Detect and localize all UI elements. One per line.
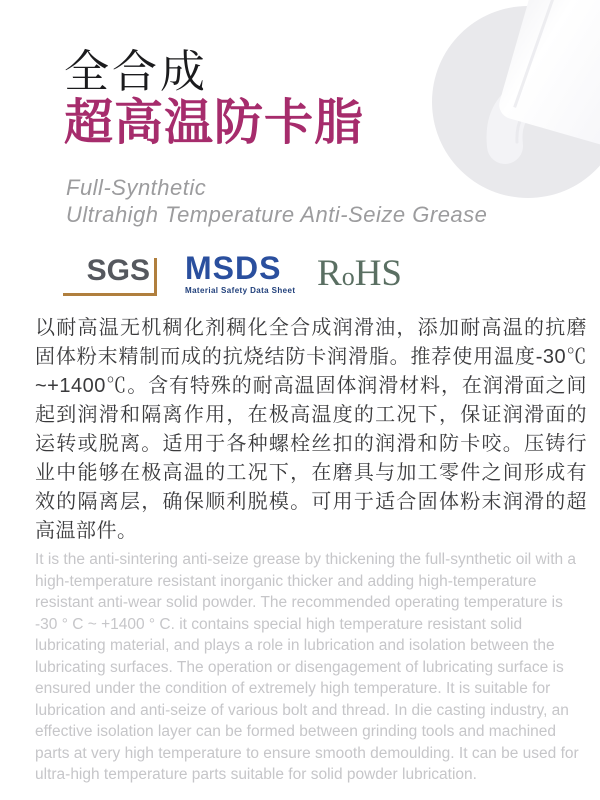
- msds-logo-subtitle: Material Safety Data Sheet: [185, 286, 296, 295]
- rohs-logo-text-hs: HS: [354, 253, 402, 294]
- page-subtitle-en: [66, 174, 487, 228]
- sgs-logo: [63, 254, 157, 296]
- rohs-logo-text-o: o: [341, 262, 355, 291]
- rohs-logo-text-r: R: [317, 253, 342, 294]
- sgs-logo-vertical-line: [154, 258, 157, 296]
- certification-logos: [63, 250, 543, 306]
- msds-logo-text: MSDS: [185, 250, 282, 286]
- subtitle-line-1: Full-Synthetic: [66, 175, 207, 200]
- sgs-logo-text: SGS: [86, 254, 150, 287]
- subtitle-line-2: Ultrahigh Temperature Anti-Seize Grease: [66, 202, 488, 227]
- msds-logo: [185, 252, 295, 295]
- rohs-logo: [317, 252, 402, 296]
- description-paragraph-en: It is the anti-sintering anti-seize grease by thickening the full-synthetic oil with a high-temperature resistant inorganic thicker and adding high-temperature resistant anti-wear solid powder. The recommended operating temperature is -30 ° C ~ +1400 ° C. it contains special high temperature resistant solid lubricating material, and plays a role in lubrication and isolation between the lubricating surfaces. The operation or disengagement of lubricating surface is ensured under the condition of extremely high temperature. It is suitable for lubrication and anti-seize of various bolt and thread. In die casting industry, an effective isolation layer can be formed between grinding tools and machined parts at very high temperature to ensure smooth demoulding. It can be used for ultra-high temperature parts suitable for solid powder lubrication.: [35, 551, 579, 783]
- sgs-logo-underline: [63, 293, 157, 296]
- page-title-cn-accent: 超高温防卡脂: [64, 96, 365, 150]
- description-paragraph-cn: 以耐高温无机稠化剂稠化全合成润滑油，添加耐高温的抗磨固体粉末精制而成的抗烧结防卡润滑脂。推荐使用温度-30℃ ~+1400℃。含有特殊的耐高温固体润滑材料，在润滑面之间起到润滑和隔离作用，在极高温度的工况下，保证润滑面的运转或脱离。适用于各种螺栓丝扣的润滑和防卡咬。压铸行业中能够在极高温的工况下，在磨具与加工零件之间形成有效的隔离层，确保顺利脱模。可用于适合固体粉末润滑的超高温部件。: [35, 317, 587, 542]
- page-title-cn: 全合成: [64, 46, 209, 97]
